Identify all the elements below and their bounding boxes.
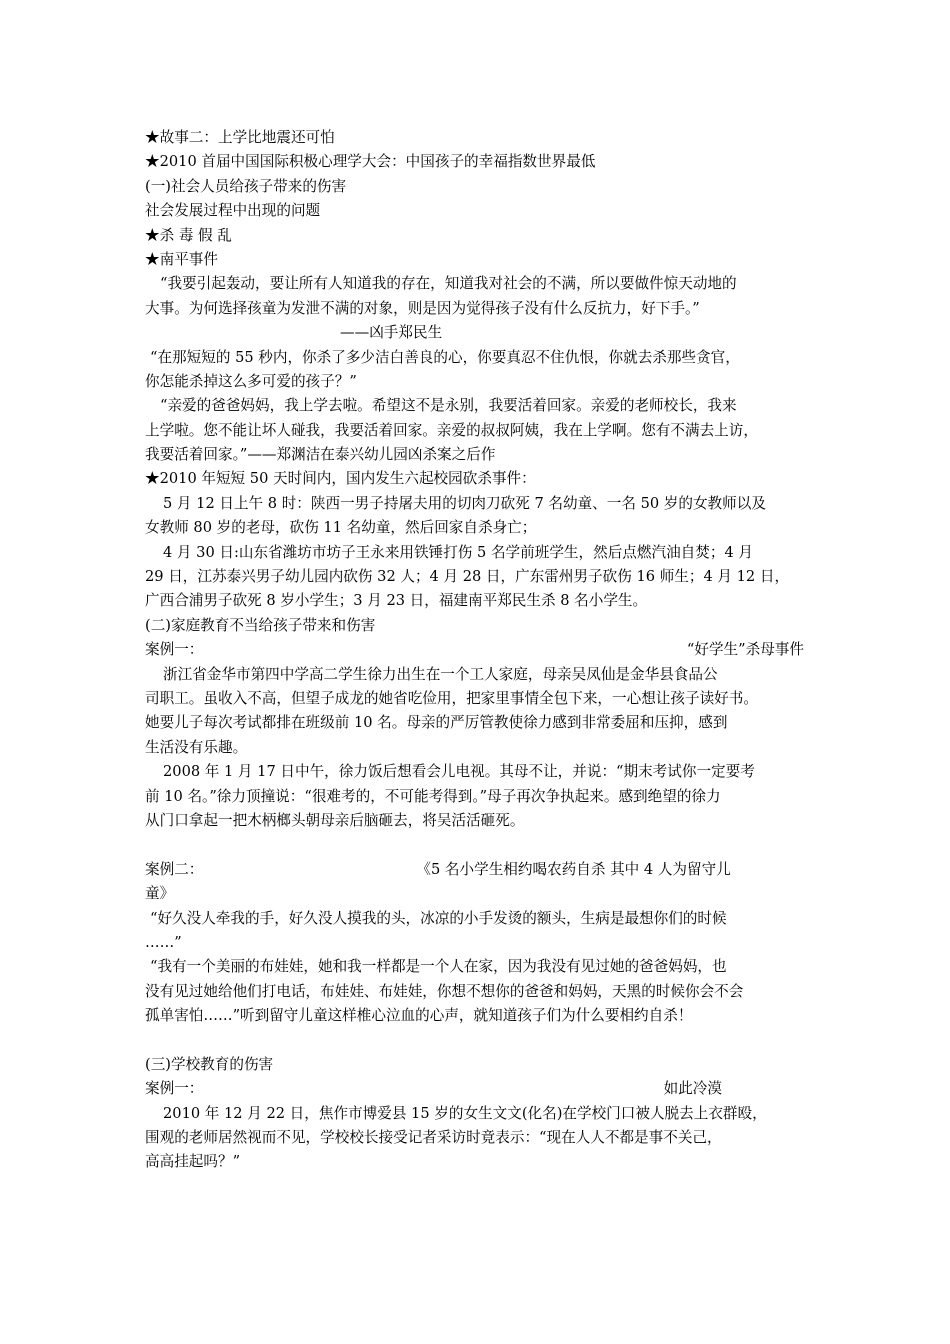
quote-signature: ——凶手郑民生	[340, 324, 443, 342]
quote-line: 你怎能杀掉这么多可爱的孩子？”	[145, 372, 357, 390]
blank-line	[145, 833, 810, 857]
case-title: 如此冷漠	[663, 1080, 722, 1098]
quote-line: “我要引起轰动，要让所有人知道我的存在，知道我对社会的不满，所以要做件惊天动地的	[160, 275, 737, 293]
case-label: 案例一：	[145, 1080, 204, 1098]
quote-line: “我有一个美丽的布娃娃，她和我一样都是一个人在家，因为我没有见过她的爸爸妈妈，也	[150, 958, 727, 976]
quote-line: “在那短短的 55 秒内，你杀了多少洁白善良的心，你要真忍不住仇恨，你就去杀那些贪官，	[150, 348, 740, 366]
text-line: 女教师 80 岁的老母，砍伤 11 名幼童，然后回家自杀身亡；	[145, 519, 537, 537]
text-line: ★杀 毒 假 乱	[145, 226, 232, 244]
text-line: 生活没有乐趣。	[145, 738, 248, 756]
text-line: 浙江省金华市第四中学高二学生徐力出生在一个工人家庭，母亲吴凤仙是金华县食品公	[163, 665, 718, 683]
text-line: 她要儿子每次考试都排在班级前 10 名。母亲的严厉管教使徐力感到非常委屈和压抑，感到	[145, 714, 728, 732]
text-line: 围观的老师居然视而不见，学校校长接受记者采访时竟表示：“现在人人不都是事不关己，	[145, 1129, 722, 1147]
quote-line: 没有见过她给他们打电话，布娃娃、布娃娃，你想不想你的爸爸和妈妈，天黑的时候你会不会	[145, 982, 744, 1000]
text-line: 4 月 30 日:山东省潍坊市坊子王永来用铁锤打伤 5 名学前班学生，然后点燃汽油自焚；4 月	[163, 543, 753, 561]
nanping-heading: ★南平事件	[145, 250, 218, 268]
text-line: 司职工。虽收入不高，但望子成龙的她省吃俭用，把家里事情全包下来，一心想让孩子读好书。	[145, 689, 758, 707]
quote-line: ……”	[145, 933, 182, 951]
quote-line: 大事。为何选择孩童为发泄不满的对象，则是因为觉得孩子没有什么反抗力，好下手。”	[145, 299, 700, 317]
conference-heading: ★2010 首届中国国际积极心理学大会：中国孩子的幸福指数世界最低	[145, 153, 596, 171]
quote-line: “好久没人牵我的手，好久没人摸我的头，冰凉的小手发烫的额头，生病是最想你们的时候	[150, 909, 727, 927]
text-line: 29 日，江苏泰兴男子幼儿园内砍伤 32 人；4 月 28 日，广东雷州男子砍伤 16 师生；4 月 12 日，	[145, 568, 790, 586]
quote-line: 我要活着回家。”——郑渊洁在泰兴幼儿园凶杀案之后作	[145, 446, 496, 464]
case-label: 案例一：	[145, 641, 204, 659]
text-line: 广西合浦男子砍死 8 岁小学生；3 月 23 日，福建南平郑民生杀 8 名小学生。	[145, 592, 648, 610]
text-line: 前 10 名。”徐力顶撞说：“很难考的，不可能考得到。”母子再次争执起来。感到绝望的徐力	[145, 787, 721, 805]
text-line: 2008 年 1 月 17 日中午，徐力饭后想看会儿电视。其母不让，并说：“期末考试你一定要考	[163, 763, 755, 781]
quote-line: 上学啦。您不能让坏人碰我，我要活着回家。亲爱的叔叔阿姨，我在上学啊。您有不满去上访，	[145, 421, 758, 439]
case-label: 案例二：	[145, 860, 204, 878]
text-line: 从门口拿起一把木柄榔头朝母亲后脑砸去，将吴活活砸死。	[145, 811, 525, 829]
story-two-heading: ★故事二：上学比地震还可怕	[145, 129, 335, 146]
case-title: 《5 名小学生相约喝农药自杀 其中 4 人为留守儿	[416, 860, 731, 878]
section-three-heading: (三)学校教育的伤害	[145, 1055, 274, 1073]
case-title-continued: 童》	[145, 885, 175, 903]
section-two-heading: (二)家庭教育不当给孩子带来和伤害	[145, 616, 376, 634]
case-heading-row	[145, 638, 810, 662]
quote-line: “亲爱的爸爸妈妈，我上学去啦。希望这不是永别，我要活着回家。亲爱的老师校长，我来	[160, 397, 737, 415]
events-heading: ★2010 年短短 50 天时间内，国内发生六起校园砍杀事件：	[145, 470, 536, 488]
text-line: 2010 年 12 月 22 日，焦作市博爱县 15 岁的女生文文(化名)在学校门口被人脱去上衣群殴，	[163, 1104, 767, 1122]
text-line: 高高挂起吗？”	[145, 1153, 241, 1171]
section-one-heading: (一)社会人员给孩子带来的伤害	[145, 177, 347, 195]
case-heading-row	[145, 858, 810, 882]
case-title: “好学生”杀母事件	[686, 641, 804, 659]
quote-line: 孤单害怕……”听到留守儿童这样椎心泣血的心声，就知道孩子们为什么要相约自杀！	[145, 1007, 693, 1025]
blank-line	[145, 1028, 810, 1052]
case-heading-row	[145, 1077, 810, 1101]
document-body	[145, 126, 810, 1175]
text-line: 社会发展过程中出现的问题	[145, 202, 321, 220]
text-line: 5 月 12 日上午 8 时：陕西一男子持屠夫用的切肉刀砍死 7 名幼童、一名 50 岁的女教师以及	[163, 494, 766, 512]
